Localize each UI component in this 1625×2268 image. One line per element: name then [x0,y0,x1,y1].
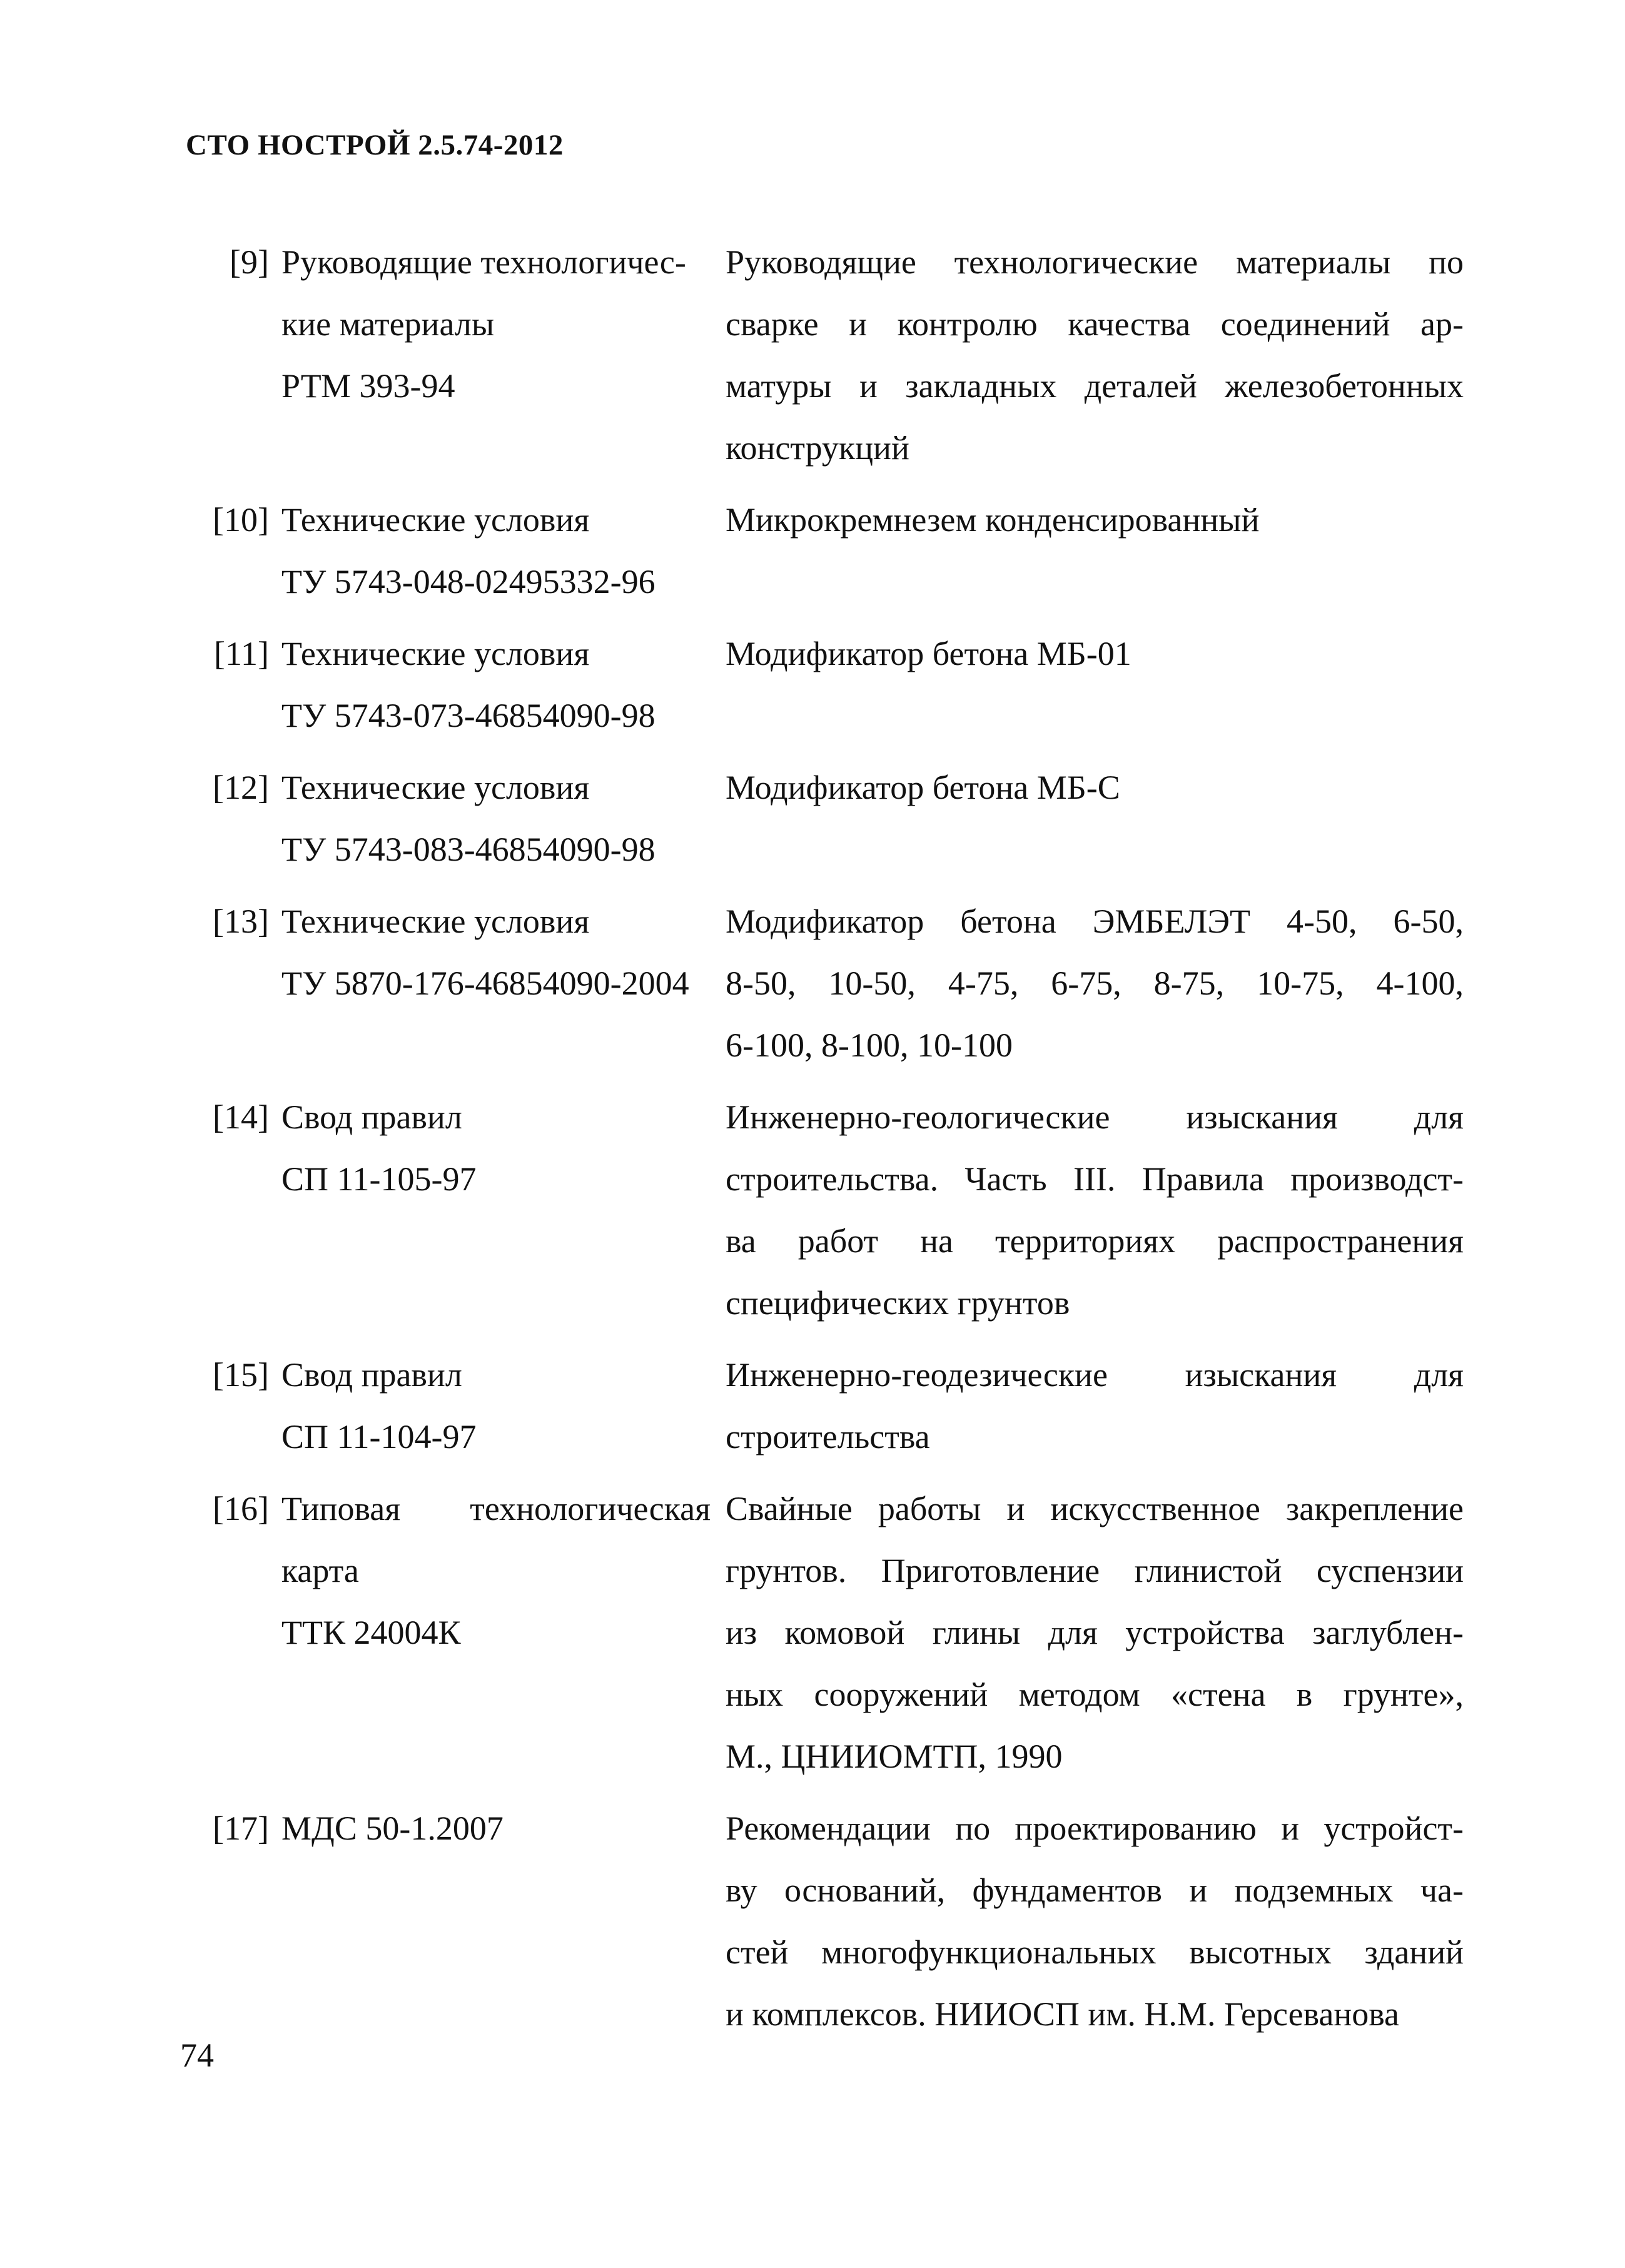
reference-number: [16] [213,1490,269,1527]
reference-entry [181,1478,1464,1788]
reference-description [711,1344,1464,1468]
reference-description-line: М., ЦНИИОМТП, 1990 [726,1738,1063,1775]
reference-document-line: ТУ 5743-073-46854090-98 [281,697,656,734]
reference-description-line: из комовой глины для устройства заглублен- [726,1614,1464,1651]
references-list [181,231,1464,2055]
reference-description-line: и комплексов. НИИОСП им. Н.М. Герсеванова [726,1995,1400,2033]
reference-document [269,623,711,747]
reference-description-line: Модификатор бетона ЭМБЕЛЭТ 4-50, 6-50, [726,903,1464,940]
reference-document [269,757,711,881]
reference-description [711,757,1464,881]
reference-description-line: 8-50, 10-50, 4-75, 6-75, 8-75, 10-75, 4-100, [726,964,1464,1002]
reference-number: [9] [230,243,269,281]
reference-entry [181,757,1464,881]
reference-description-line: Инженерно-геологические изыскания для [726,1098,1464,1136]
reference-number: [14] [213,1098,269,1136]
reference-description-line: строительства [726,1418,930,1455]
reference-document-line: Технические условия [281,635,590,672]
reference-document-line: Свод правил [281,1098,462,1136]
reference-description-line: конструкций [726,429,909,467]
reference-number: [11] [214,635,269,672]
reference-description-line: грунтов. Приготовление глинистой суспензии [726,1552,1464,1589]
reference-description [711,231,1464,479]
reference-description [711,1798,1464,2045]
reference-description-line: Рекомендации по проектированию и устройст- [726,1810,1464,1847]
reference-document-line: ТУ 5743-083-46854090-98 [281,831,656,868]
reference-document [269,489,711,613]
reference-document-line: РТМ 393-94 [281,367,455,405]
reference-description-line: ву оснований, фундаментов и подземных ча- [726,1871,1464,1909]
reference-description-line: специфических грунтов [726,1284,1070,1322]
reference-description [711,489,1464,613]
reference-document [269,1086,711,1334]
reference-description-line: Модификатор бетона МБ-01 [726,635,1131,672]
reference-description-line: ных сооружений методом «стена в грунте», [726,1676,1464,1713]
reference-description-line: строительства. Часть III. Правила производст- [726,1160,1464,1198]
reference-document-line: Руководящие технологичес- [281,243,686,281]
reference-entry [181,623,1464,747]
reference-description-line: матуры и закладных деталей железобетонных [726,367,1464,405]
reference-entry [181,489,1464,613]
reference-document [269,891,711,1076]
reference-entry [181,891,1464,1076]
reference-description-line: Микрокремнезем конденсированный [726,501,1260,539]
reference-description-line: Свайные работы и искусственное закрепление [726,1490,1464,1527]
reference-document [269,231,711,479]
reference-document-line: СП 11-105-97 [281,1160,477,1198]
reference-description-line: Модификатор бетона МБ-С [726,769,1120,806]
reference-entry [181,231,1464,479]
reference-document [269,1478,711,1788]
reference-document-line: Технические условия [281,501,590,539]
reference-document-line: кие материалы [281,305,495,343]
reference-document-line: МДС 50-1.2007 [281,1810,504,1847]
page-number: 74 [180,2037,214,2074]
reference-document-line: ТУ 5743-048-02495332-96 [281,563,656,600]
reference-number: [15] [213,1356,269,1394]
reference-number: [17] [213,1810,269,1847]
reference-document [269,1344,711,1468]
reference-description [711,623,1464,747]
reference-document [269,1798,711,2045]
reference-number: [12] [213,769,269,806]
reference-document-line: ТУ 5870-176-46854090-2004 [281,964,689,1002]
reference-document-line: Технические условия [281,903,590,940]
reference-description-line: Руководящие технологические материалы по [726,243,1464,281]
reference-document-line: ТТК 24004К [281,1614,461,1651]
reference-document-line: Технические условия [281,769,590,806]
reference-description [711,891,1464,1076]
reference-document-line: карта [281,1552,359,1589]
reference-document-line: Свод правил [281,1356,462,1394]
reference-number: [10] [213,501,269,539]
reference-number: [13] [213,903,269,940]
reference-description-line: сварке и контролю качества соединений ар- [726,305,1464,343]
reference-description-line: 6-100, 8-100, 10-100 [726,1026,1013,1064]
reference-description-line: Инженерно-геодезические изыскания для [726,1356,1464,1394]
reference-entry [181,1344,1464,1468]
reference-document-line: СП 11-104-97 [281,1418,477,1455]
page-header: СТО НОСТРОЙ 2.5.74-2012 [186,129,564,161]
reference-document-line: Типовая технологическая [281,1490,711,1527]
reference-entry [181,1086,1464,1334]
reference-description [711,1478,1464,1788]
reference-description-line: стей многофункциональных высотных зданий [726,1933,1464,1971]
reference-description [711,1086,1464,1334]
reference-entry [181,1798,1464,2045]
reference-description-line: ва работ на территориях распространения [726,1222,1464,1260]
